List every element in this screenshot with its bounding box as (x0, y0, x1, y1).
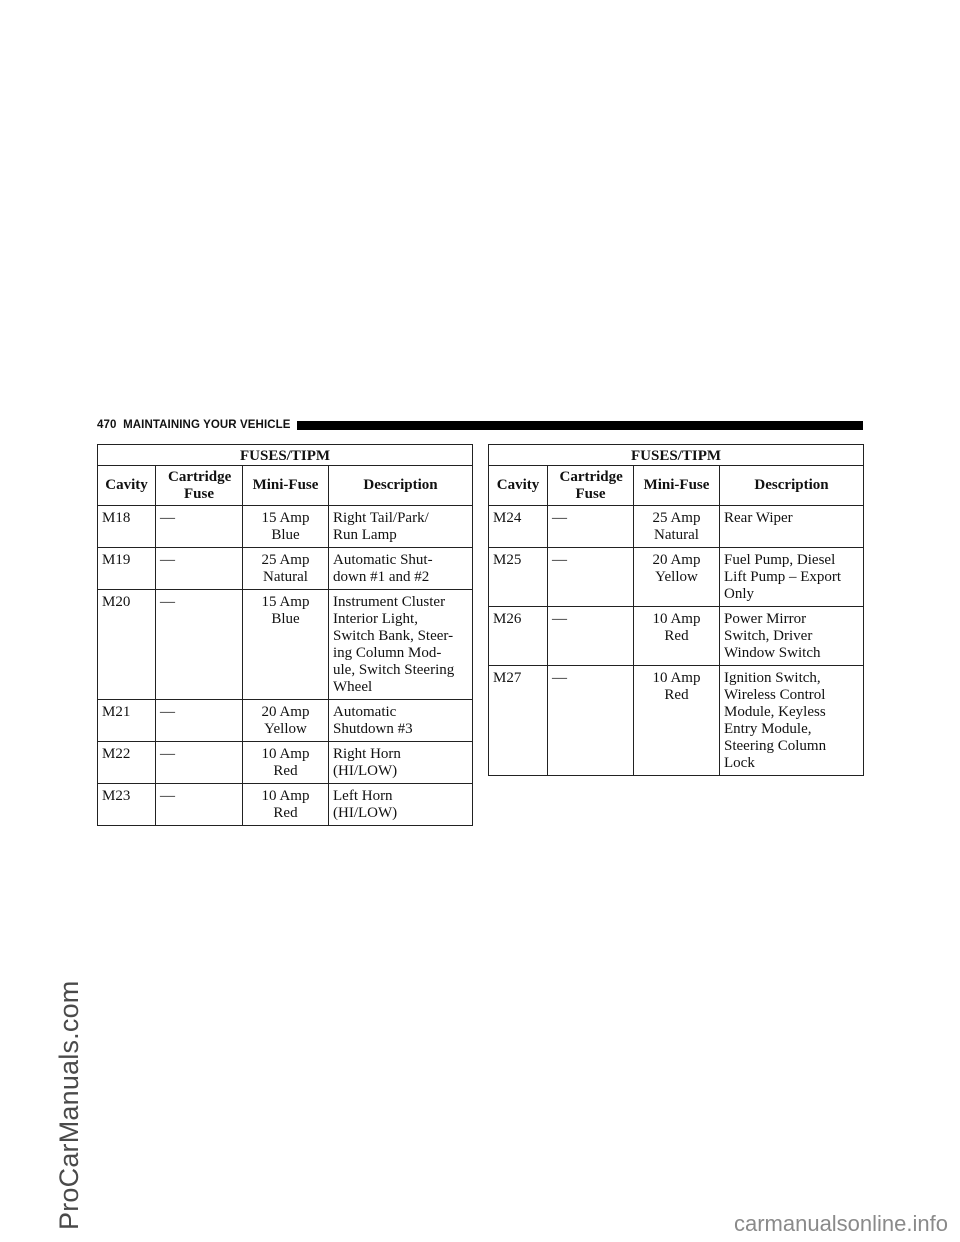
mini-fuse-amperage: 25 Amp (652, 510, 701, 526)
cartridge-fuse-cell: — (548, 506, 634, 548)
table-body (98, 506, 473, 826)
mini-fuse-color: Blue (271, 611, 300, 627)
header-rule (297, 421, 863, 430)
table-row (489, 506, 864, 548)
mini-fuse-amperage: 20 Amp (261, 704, 310, 720)
description-cell (720, 666, 864, 776)
description-line: Ignition Switch, (724, 670, 821, 686)
description-line: Steering Column (724, 738, 827, 754)
mini-fuse-color: Natural (654, 527, 699, 543)
mini-fuse-cell (243, 784, 329, 826)
footer-site-link[interactable]: carmanualsonline.info (733, 1211, 948, 1236)
column-header-cartridge-fuse (156, 466, 243, 506)
header-text: Cartridge Fuse (559, 468, 623, 502)
mini-fuse-color: Blue (271, 527, 300, 543)
column-header-cavity: Cavity (98, 466, 156, 506)
description-line: Shutdown #3 (333, 721, 413, 737)
mini-fuse-color: Red (664, 628, 689, 644)
cartridge-fuse-cell: — (548, 548, 634, 607)
description-cell (329, 506, 473, 548)
cartridge-fuse-cell: — (156, 548, 243, 590)
description-line: Right Horn (333, 746, 401, 762)
description-cell (329, 742, 473, 784)
cavity-cell: M25 (489, 548, 548, 607)
description-line: Automatic (333, 704, 397, 720)
table-row (98, 590, 473, 700)
mini-fuse-amperage: 20 Amp (652, 552, 701, 568)
description-line: Switch Bank, Steer- (333, 628, 454, 644)
description-line: Instrument Cluster (333, 594, 446, 610)
header-text: Cartridge Fuse (168, 468, 232, 502)
mini-fuse-color: Yellow (655, 569, 698, 585)
cartridge-fuse-cell: — (156, 590, 243, 700)
description-line: Entry Module, (724, 721, 812, 737)
cavity-cell: M18 (98, 506, 156, 548)
cavity-cell: M19 (98, 548, 156, 590)
mini-fuse-amperage: 10 Amp (652, 611, 701, 627)
mini-fuse-color: Natural (263, 569, 308, 585)
description-line: Fuel Pump, Diesel (724, 552, 836, 568)
cartridge-fuse-cell: — (548, 607, 634, 666)
cartridge-fuse-cell: — (156, 742, 243, 784)
mini-fuse-color: Red (273, 805, 298, 821)
column-header-description: Description (329, 466, 473, 506)
mini-fuse-cell (243, 548, 329, 590)
mini-fuse-cell (243, 700, 329, 742)
fuse-table-left (97, 444, 473, 826)
table-row (98, 548, 473, 590)
mini-fuse-amperage: 15 Amp (261, 510, 310, 526)
description-cell (329, 784, 473, 826)
column-header-cavity: Cavity (489, 466, 548, 506)
table-row (98, 784, 473, 826)
description-cell (329, 700, 473, 742)
mini-fuse-color: Red (273, 763, 298, 779)
mini-fuse-cell (634, 666, 720, 776)
cartridge-fuse-cell: — (156, 506, 243, 548)
mini-fuse-cell (243, 742, 329, 784)
mini-fuse-color: Red (664, 687, 689, 703)
description-line: ule, Switch Steering (333, 662, 455, 678)
description-line: Right Tail/Park/ (333, 510, 429, 526)
mini-fuse-amperage: 15 Amp (261, 594, 310, 610)
description-line: Power Mirror (724, 611, 807, 627)
cartridge-fuse-cell: — (548, 666, 634, 776)
table-row (98, 700, 473, 742)
description-line: Lock (724, 755, 755, 771)
description-line: Only (724, 586, 754, 602)
mini-fuse-cell (243, 506, 329, 548)
description-cell (720, 548, 864, 607)
description-line: Interior Light, (333, 611, 418, 627)
description-line: Wheel (333, 679, 373, 695)
mini-fuse-cell (634, 548, 720, 607)
table-row (98, 742, 473, 784)
mini-fuse-amperage: 10 Amp (261, 788, 310, 804)
table-row (489, 607, 864, 666)
page-header (97, 418, 863, 432)
cavity-cell: M24 (489, 506, 548, 548)
section-title: MAINTAINING YOUR VEHICLE (123, 419, 291, 431)
description-line: (HI/LOW) (333, 805, 398, 821)
column-header-cartridge-fuse (548, 466, 634, 506)
table-row (489, 666, 864, 776)
mini-fuse-color: Yellow (264, 721, 307, 737)
cavity-cell: M21 (98, 700, 156, 742)
mini-fuse-cell (243, 590, 329, 700)
description-line: Rear Wiper (724, 510, 793, 526)
cavity-cell: M27 (489, 666, 548, 776)
mini-fuse-cell (634, 506, 720, 548)
table-title: FUSES/TIPM (98, 445, 473, 466)
table-body (489, 506, 864, 776)
description-line: Window Switch (724, 645, 821, 661)
watermark-procarmanuals: ProCarManuals.com (54, 980, 84, 1230)
description-cell (720, 607, 864, 666)
column-header-mini-fuse: Mini-Fuse (634, 466, 720, 506)
column-header-mini-fuse: Mini-Fuse (243, 466, 329, 506)
description-line: (HI/LOW) (333, 763, 398, 779)
mini-fuse-amperage: 10 Amp (652, 670, 701, 686)
page-header-text (97, 419, 297, 431)
table-title: FUSES/TIPM (489, 445, 864, 466)
description-line: down #1 and #2 (333, 569, 430, 585)
fuse-table-right (488, 444, 864, 776)
cartridge-fuse-cell: — (156, 784, 243, 826)
mini-fuse-cell (634, 607, 720, 666)
table-row (489, 548, 864, 607)
description-line: Module, Keyless (724, 704, 826, 720)
description-line: Switch, Driver (724, 628, 813, 644)
description-line: Run Lamp (333, 527, 397, 543)
mini-fuse-amperage: 25 Amp (261, 552, 310, 568)
description-line: ing Column Mod- (333, 645, 442, 661)
description-line: Lift Pump – Export (724, 569, 842, 585)
cavity-cell: M22 (98, 742, 156, 784)
page-number: 470 (97, 419, 117, 431)
cartridge-fuse-cell: — (156, 700, 243, 742)
description-line: Wireless Control (724, 687, 826, 703)
table-row (98, 506, 473, 548)
description-line: Automatic Shut- (333, 552, 433, 568)
cavity-cell: M26 (489, 607, 548, 666)
description-line: Left Horn (333, 788, 393, 804)
description-cell (329, 590, 473, 700)
description-cell (329, 548, 473, 590)
cavity-cell: M20 (98, 590, 156, 700)
column-header-description: Description (720, 466, 864, 506)
description-cell (720, 506, 864, 548)
mini-fuse-amperage: 10 Amp (261, 746, 310, 762)
cavity-cell: M23 (98, 784, 156, 826)
